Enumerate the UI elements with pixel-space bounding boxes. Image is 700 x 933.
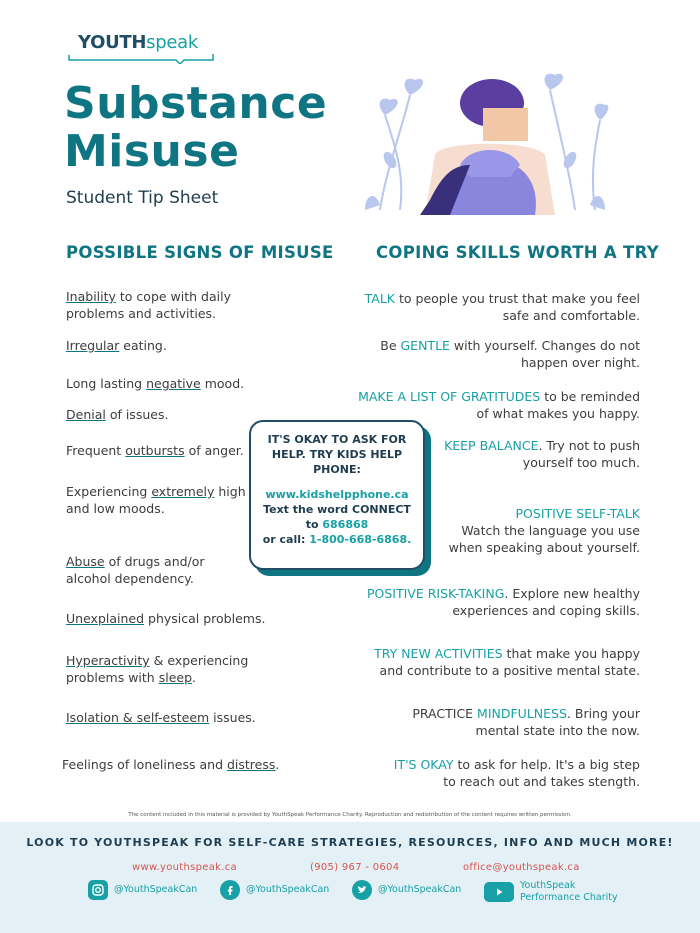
sign-item-4: Denial of issues. bbox=[66, 407, 169, 422]
speech-bubble-icon bbox=[68, 54, 214, 64]
sign-item-11: Feelings of loneliness and distress. bbox=[62, 757, 280, 772]
skill-item-6: POSITIVE RISK-TAKING. Explore new healthy experiences and coping skills. bbox=[366, 586, 640, 618]
footer-heading: LOOK TO YOUTHSPEAK FOR SELF-CARE STRATEGIES, RESOURCES, INFO AND MUCH MORE! bbox=[26, 836, 674, 849]
twitter-handle: @YouthSpeakCan bbox=[378, 884, 462, 895]
kids-help-phone-link[interactable]: www.kidshelpphone.ca bbox=[265, 488, 409, 501]
skill-item-1: TALK to people you trust that make you feel safe and comfortable. bbox=[364, 291, 640, 323]
facebook-icon bbox=[220, 880, 240, 900]
skill-item-7: TRY NEW ACTIVITIES that make you happy and contribute to a positive mental state. bbox=[374, 646, 640, 678]
phone-number[interactable]: (905) 967 - 0604 bbox=[310, 862, 400, 873]
email-link[interactable]: office@youthspeak.ca bbox=[463, 862, 580, 873]
title-line-1: Substance bbox=[64, 78, 328, 129]
skill-item-3: MAKE A LIST OF GRATITUDES to be reminded of what makes you happy. bbox=[358, 389, 640, 421]
twitter-link[interactable] bbox=[352, 880, 461, 900]
sign-item-8: Unexplained physical problems. bbox=[66, 611, 266, 626]
kids-help-phone-callout bbox=[249, 420, 425, 570]
sign-item-9: Hyperactivity & experiencing problems with sleep. bbox=[66, 653, 249, 685]
page-subtitle: Student Tip Sheet bbox=[66, 188, 219, 208]
person-illustration bbox=[360, 65, 610, 215]
skill-item-5: POSITIVE SELF-TALK Watch the language you use when speaking about yourself. bbox=[448, 506, 640, 555]
sign-item-5: Frequent outbursts of anger. bbox=[66, 443, 244, 458]
callout-text-number: to 686868 bbox=[305, 518, 369, 531]
facebook-handle: @YouthSpeakCan bbox=[246, 884, 330, 895]
youtube-icon bbox=[484, 882, 514, 902]
skill-item-2: Be GENTLE with yourself. Changes do not happen over night. bbox=[380, 338, 640, 370]
website-link[interactable]: www.youthspeak.ca bbox=[132, 862, 237, 873]
facebook-link[interactable] bbox=[220, 880, 329, 900]
skill-item-9: IT'S OKAY to ask for help. It's a big step to reach out and takes stength. bbox=[393, 757, 640, 789]
skill-item-4: KEEP BALANCE. Try not to push yourself too much. bbox=[444, 438, 640, 470]
callout-heading: IT'S OKAY TO ASK FOR HELP. TRY KIDS HELP PHONE: bbox=[267, 433, 407, 476]
sign-item-10: Isolation & self-esteem issues. bbox=[66, 710, 256, 725]
instagram-icon bbox=[88, 880, 108, 900]
sign-item-3: Long lasting negative mood. bbox=[66, 376, 245, 391]
twitter-icon bbox=[352, 880, 372, 900]
logo-youth: YOUTH bbox=[78, 32, 147, 53]
title-line-2: Misuse bbox=[64, 126, 240, 177]
footer bbox=[0, 822, 700, 933]
instagram-link[interactable] bbox=[88, 880, 197, 900]
disclaimer-text: The content included in this material is provided by YouthSpeak Performance Charity. Reproduction and redistribution of the content requires written permission. bbox=[128, 812, 572, 818]
youtube-link[interactable] bbox=[484, 880, 618, 904]
skill-item-8: PRACTICE MINDFULNESS. Bring your mental state into the now. bbox=[412, 706, 640, 738]
sign-item-1: Inability to cope with daily problems and activities. bbox=[66, 289, 231, 321]
page-title bbox=[64, 80, 327, 176]
signs-heading: POSSIBLE SIGNS OF MISUSE bbox=[66, 243, 334, 262]
skills-heading: COPING SKILLS WORTH A TRY bbox=[376, 243, 659, 262]
youtube-label: YouthSpeak Performance Charity bbox=[520, 880, 618, 903]
instagram-handle: @YouthSpeakCan bbox=[114, 884, 198, 895]
callout-call-number: or call: 1-800-668-6868. bbox=[262, 533, 412, 546]
sign-item-6: Experiencing extremely high and low moods. bbox=[66, 484, 246, 516]
logo-text bbox=[78, 32, 198, 53]
sign-item-7: Abuse of drugs and/or alcohol dependency. bbox=[66, 554, 205, 586]
youthspeak-logo bbox=[68, 30, 218, 66]
sign-item-2: Irregular eating. bbox=[66, 338, 167, 353]
callout-text-connect: Text the word CONNECT bbox=[263, 503, 411, 516]
logo-speak: speak bbox=[146, 32, 198, 53]
